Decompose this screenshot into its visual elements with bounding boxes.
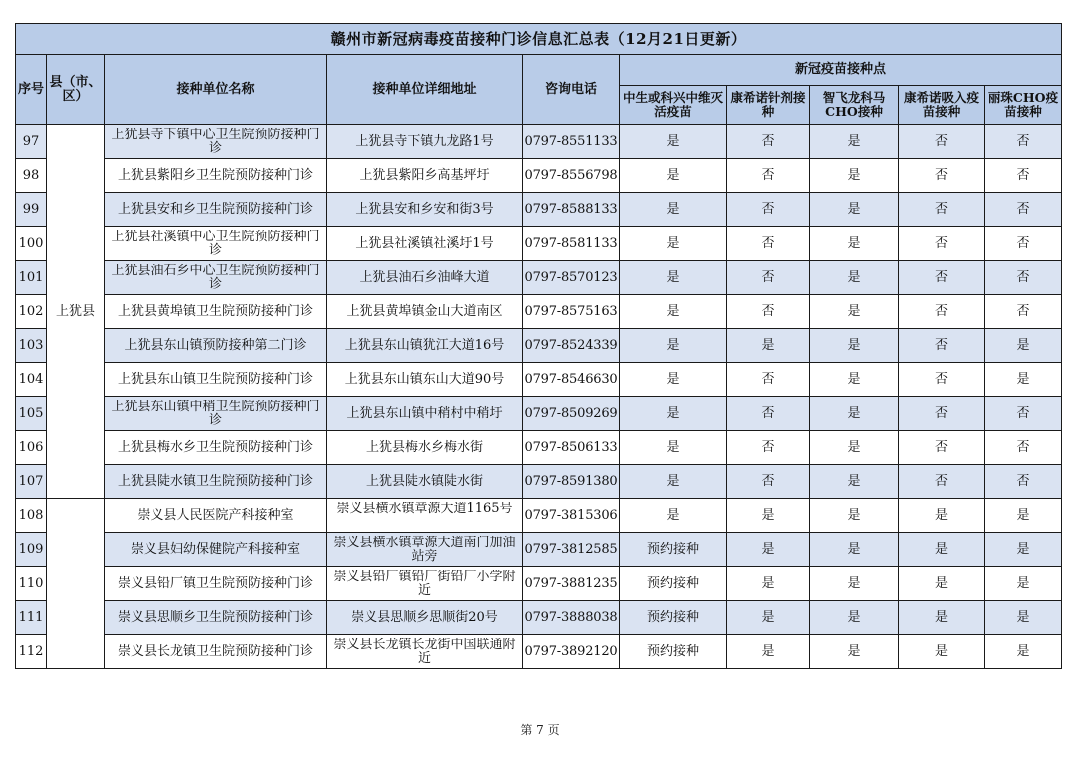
cell-address-text: 崇义县横水镇章源大道1165号 [336,501,513,516]
cell-seq: 108 [16,499,47,533]
cell-vaccine-zhifei-cho: 是 [810,635,899,669]
cell-vaccine-cansino-injection: 否 [727,193,810,227]
cell-unit-name-text: 上犹县油石乡中心卫生院预防接种门诊 [111,263,320,292]
table-body [16,125,1062,669]
cell-address: 上犹县社溪镇社溪圩1号 [327,227,523,261]
cell-vaccine-livzon-cho: 是 [985,601,1062,635]
cell-vaccine-zhifei-cho: 是 [810,499,899,533]
table-row [16,261,1062,295]
cell-vaccine-inactivated: 预约接种 [620,601,727,635]
cell-phone: 0797-3892120 [523,635,620,669]
cell-vaccine-livzon-cho: 是 [985,499,1062,533]
cell-unit-name: 崇义县妇幼保健院产科接种室 [105,533,327,567]
cell-vaccine-cansino-inhaled: 否 [899,227,985,261]
table-row [16,193,1062,227]
cell-seq: 110 [16,567,47,601]
page-number: 第 7 页 [520,723,560,737]
cell-phone: 0797-8524339 [523,329,620,363]
cell-unit-name: 崇义县长龙镇卫生院预防接种门诊 [105,635,327,669]
cell-vaccine-livzon-cho: 否 [985,125,1062,159]
cell-unit-name [105,227,327,261]
cell-unit-name: 上犹县东山镇卫生院预防接种门诊 [105,363,327,397]
cell-vaccine-inactivated: 是 [620,125,727,159]
cell-seq: 100 [16,227,47,261]
cell-county [47,499,105,669]
cell-phone: 0797-3881235 [523,567,620,601]
table-row [16,329,1062,363]
cell-vaccine-cansino-inhaled: 是 [899,499,985,533]
cell-vaccine-zhifei-cho: 是 [810,227,899,261]
cell-address: 上犹县黄埠镇金山大道南区 [327,295,523,329]
cell-vaccine-inactivated: 是 [620,227,727,261]
cell-unit-name [105,125,327,159]
cell-vaccine-zhifei-cho: 是 [810,159,899,193]
cell-phone: 0797-8556798 [523,159,620,193]
cell-vaccine-cansino-injection: 否 [727,465,810,499]
cell-address [327,499,523,533]
cell-address: 上犹县东山镇犹江大道16号 [327,329,523,363]
cell-vaccine-cansino-inhaled: 是 [899,601,985,635]
cell-vaccine-zhifei-cho: 是 [810,397,899,431]
cell-address: 上犹县紫阳乡高基坪圩 [327,159,523,193]
header-vaccine-zhifei-cho: 智飞龙科马CHO接种 [810,86,899,125]
cell-vaccine-livzon-cho: 否 [985,261,1062,295]
cell-vaccine-zhifei-cho: 是 [810,465,899,499]
cell-vaccine-zhifei-cho: 是 [810,567,899,601]
cell-vaccine-cansino-injection: 是 [727,567,810,601]
table-row [16,499,1062,533]
cell-vaccine-cansino-injection: 是 [727,635,810,669]
cell-vaccine-cansino-injection: 否 [727,363,810,397]
cell-vaccine-cansino-inhaled: 否 [899,193,985,227]
cell-phone: 0797-3815306 [523,499,620,533]
cell-address: 上犹县安和乡安和街3号 [327,193,523,227]
cell-vaccine-cansino-injection: 是 [727,601,810,635]
cell-address: 崇义县思顺乡思顺街20号 [327,601,523,635]
cell-unit-name: 崇义县铅厂镇卫生院预防接种门诊 [105,567,327,601]
cell-vaccine-livzon-cho: 是 [985,635,1062,669]
cell-vaccine-cansino-injection: 否 [727,261,810,295]
cell-phone: 0797-8588133 [523,193,620,227]
cell-phone: 0797-8591380 [523,465,620,499]
cell-address-text: 崇义县长龙镇长龙街中国联通附近 [333,637,516,666]
table-row [16,533,1062,567]
table-row [16,465,1062,499]
cell-address: 上犹县油石乡油峰大道 [327,261,523,295]
header-vaccine-inactivated: 中生或科兴中维灭活疫苗 [620,86,727,125]
cell-vaccine-cansino-inhaled: 否 [899,431,985,465]
cell-unit-name: 崇义县思顺乡卫生院预防接种门诊 [105,601,327,635]
cell-vaccine-inactivated: 是 [620,397,727,431]
table-row [16,159,1062,193]
header-county: 县（市、区） [47,55,105,125]
cell-address [327,567,523,601]
cell-phone: 0797-8551133 [523,125,620,159]
cell-address-text: 崇义县铅厂镇铅厂街铅厂小学附近 [333,569,516,598]
cell-vaccine-livzon-cho: 是 [985,533,1062,567]
cell-seq: 107 [16,465,47,499]
cell-unit-name-text: 上犹县寺下镇中心卫生院预防接种门诊 [111,127,320,156]
header-vaccine-livzon-cho: 丽珠CHO疫苗接种 [985,86,1062,125]
cell-vaccine-cansino-injection: 是 [727,499,810,533]
table-row [16,227,1062,261]
cell-vaccine-zhifei-cho: 是 [810,193,899,227]
cell-vaccine-zhifei-cho: 是 [810,533,899,567]
cell-county: 上犹县 [47,125,105,499]
cell-vaccine-inactivated: 是 [620,431,727,465]
cell-unit-name: 上犹县陡水镇卫生院预防接种门诊 [105,465,327,499]
cell-vaccine-inactivated: 预约接种 [620,567,727,601]
cell-vaccine-inactivated: 是 [620,363,727,397]
cell-vaccine-livzon-cho: 是 [985,329,1062,363]
cell-unit-name: 上犹县东山镇预防接种第二门诊 [105,329,327,363]
cell-seq: 106 [16,431,47,465]
cell-phone: 0797-8546630 [523,363,620,397]
cell-unit-name: 上犹县安和乡卫生院预防接种门诊 [105,193,327,227]
cell-unit-name-text: 上犹县社溪镇中心卫生院预防接种门诊 [111,229,320,258]
cell-seq: 104 [16,363,47,397]
cell-phone: 0797-8570123 [523,261,620,295]
cell-unit-name-text: 上犹县东山镇中稍卫生院预防接种门诊 [111,399,320,428]
cell-vaccine-cansino-injection: 否 [727,159,810,193]
table-row [16,431,1062,465]
cell-address: 上犹县梅水乡梅水街 [327,431,523,465]
cell-vaccine-inactivated: 是 [620,159,727,193]
cell-seq: 109 [16,533,47,567]
cell-vaccine-zhifei-cho: 是 [810,261,899,295]
cell-vaccine-cansino-inhaled: 是 [899,567,985,601]
header-vaccine-cansino-injection: 康希诺针剂接种 [727,86,810,125]
cell-vaccine-cansino-inhaled: 否 [899,363,985,397]
header-vaccine-group: 新冠疫苗接种点 [620,55,1062,86]
cell-phone: 0797-8509269 [523,397,620,431]
header-phone: 咨询电话 [523,55,620,125]
cell-seq: 111 [16,601,47,635]
cell-vaccine-inactivated: 预约接种 [620,533,727,567]
cell-vaccine-cansino-inhaled: 否 [899,465,985,499]
cell-vaccine-zhifei-cho: 是 [810,295,899,329]
table-title: 赣州市新冠病毒疫苗接种门诊信息汇总表（12月21日更新） [16,24,1062,55]
table-row [16,635,1062,669]
cell-unit-name [105,397,327,431]
cell-vaccine-livzon-cho: 否 [985,431,1062,465]
cell-unit-name: 崇义县人民医院产科接种室 [105,499,327,533]
cell-vaccine-livzon-cho: 是 [985,567,1062,601]
cell-vaccine-cansino-inhaled: 否 [899,397,985,431]
cell-vaccine-livzon-cho: 是 [985,363,1062,397]
vaccination-clinic-table [15,23,1062,669]
cell-unit-name [105,261,327,295]
cell-vaccine-inactivated: 是 [620,295,727,329]
table-row [16,567,1062,601]
cell-unit-name: 上犹县黄埠镇卫生院预防接种门诊 [105,295,327,329]
cell-vaccine-inactivated: 预约接种 [620,635,727,669]
cell-vaccine-livzon-cho: 否 [985,159,1062,193]
cell-vaccine-livzon-cho: 否 [985,227,1062,261]
cell-address [327,635,523,669]
table-row [16,397,1062,431]
cell-vaccine-cansino-injection: 否 [727,295,810,329]
cell-vaccine-cansino-injection: 是 [727,533,810,567]
cell-vaccine-zhifei-cho: 是 [810,125,899,159]
cell-phone: 0797-3812585 [523,533,620,567]
cell-vaccine-zhifei-cho: 是 [810,601,899,635]
cell-vaccine-cansino-inhaled: 否 [899,329,985,363]
cell-address: 上犹县寺下镇九龙路1号 [327,125,523,159]
cell-vaccine-zhifei-cho: 是 [810,431,899,465]
header-unit-name: 接种单位名称 [105,55,327,125]
cell-vaccine-inactivated: 是 [620,499,727,533]
cell-vaccine-inactivated: 是 [620,329,727,363]
table-row [16,601,1062,635]
cell-phone: 0797-8506133 [523,431,620,465]
cell-address: 上犹县陡水镇陡水街 [327,465,523,499]
cell-phone: 0797-8581133 [523,227,620,261]
cell-phone: 0797-3888038 [523,601,620,635]
cell-vaccine-cansino-injection: 否 [727,125,810,159]
cell-vaccine-inactivated: 是 [620,465,727,499]
cell-vaccine-zhifei-cho: 是 [810,329,899,363]
cell-vaccine-livzon-cho: 否 [985,465,1062,499]
cell-address: 上犹县东山镇东山大道90号 [327,363,523,397]
header-vaccine-cansino-inhaled: 康希诺吸入疫苗接种 [899,86,985,125]
cell-seq: 105 [16,397,47,431]
cell-seq: 103 [16,329,47,363]
cell-vaccine-zhifei-cho: 是 [810,363,899,397]
cell-vaccine-inactivated: 是 [620,193,727,227]
table-row [16,363,1062,397]
cell-unit-name: 上犹县梅水乡卫生院预防接种门诊 [105,431,327,465]
cell-vaccine-livzon-cho: 否 [985,295,1062,329]
cell-address-text: 崇义县横水镇章源大道南门加油站旁 [333,535,516,564]
cell-vaccine-livzon-cho: 否 [985,397,1062,431]
cell-seq: 97 [16,125,47,159]
cell-vaccine-cansino-inhaled: 是 [899,635,985,669]
cell-seq: 102 [16,295,47,329]
cell-vaccine-cansino-inhaled: 是 [899,533,985,567]
cell-vaccine-cansino-injection: 否 [727,397,810,431]
cell-vaccine-inactivated: 是 [620,261,727,295]
cell-phone: 0797-8575163 [523,295,620,329]
cell-vaccine-livzon-cho: 否 [985,193,1062,227]
cell-vaccine-cansino-inhaled: 否 [899,261,985,295]
header-seq: 序号 [16,55,47,125]
header-address: 接种单位详细地址 [327,55,523,125]
cell-vaccine-cansino-inhaled: 否 [899,125,985,159]
cell-seq: 99 [16,193,47,227]
cell-vaccine-cansino-injection: 否 [727,227,810,261]
cell-seq: 98 [16,159,47,193]
cell-seq: 112 [16,635,47,669]
cell-seq: 101 [16,261,47,295]
cell-unit-name: 上犹县紫阳乡卫生院预防接种门诊 [105,159,327,193]
cell-vaccine-cansino-injection: 是 [727,329,810,363]
table-row [16,295,1062,329]
cell-vaccine-cansino-injection: 否 [727,431,810,465]
cell-address: 上犹县东山镇中稍村中稍圩 [327,397,523,431]
cell-vaccine-cansino-inhaled: 否 [899,295,985,329]
table-row [16,125,1062,159]
cell-address [327,533,523,567]
cell-vaccine-cansino-inhaled: 否 [899,159,985,193]
